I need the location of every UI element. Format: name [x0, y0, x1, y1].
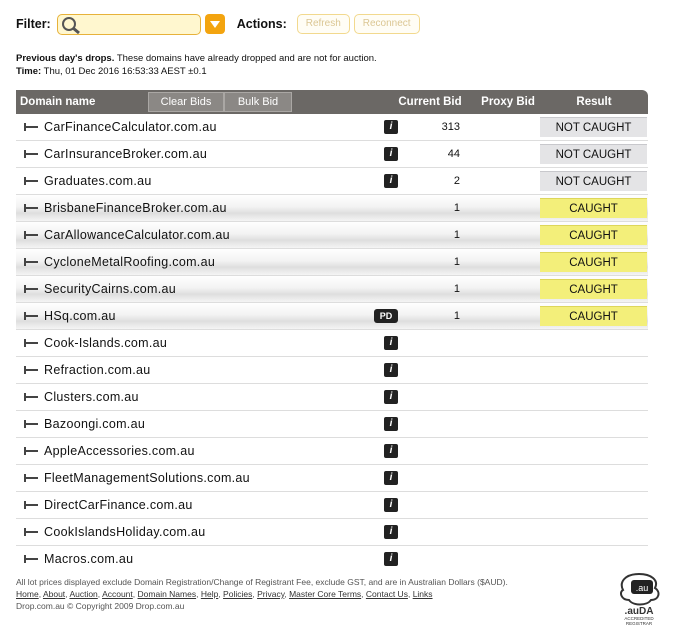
- info-icon[interactable]: i: [384, 552, 398, 566]
- result-badge: NOT CAUGHT: [540, 144, 647, 164]
- refresh-button[interactable]: Refresh: [297, 14, 350, 34]
- domain-name[interactable]: AppleAccessories.com.au: [44, 444, 195, 458]
- filter-dropdown-button[interactable]: [205, 14, 225, 34]
- domain-name[interactable]: Bazoongi.com.au: [44, 417, 146, 431]
- footer-link[interactable]: Auction: [69, 589, 98, 599]
- domain-name[interactable]: Clusters.com.au: [44, 390, 139, 404]
- info-icon[interactable]: i: [384, 417, 398, 431]
- footer-link[interactable]: Help: [200, 589, 219, 599]
- footer: [16, 576, 606, 612]
- domain-name[interactable]: CycloneMetalRoofing.com.au: [44, 255, 216, 269]
- info-icon[interactable]: i: [384, 363, 398, 377]
- footer-links: Home, About, Auction, Account, Domain Names, Help, Policies, Privacy, Master Core Terms, Contact Us, Links: [16, 589, 433, 599]
- table-row[interactable]: [16, 141, 648, 168]
- table-row[interactable]: [16, 411, 648, 438]
- footer-link[interactable]: About: [42, 589, 66, 599]
- result-badge: CAUGHT: [540, 198, 647, 218]
- table-row[interactable]: [16, 519, 648, 546]
- time-value: Thu, 01 Dec 2016 16:53:33 AEST ±0.1: [41, 66, 207, 77]
- bulk-bid-button[interactable]: Bulk Bid: [224, 92, 292, 112]
- current-bid: 2: [453, 175, 460, 187]
- table-row[interactable]: [16, 465, 648, 492]
- result-badge: NOT CAUGHT: [540, 171, 647, 191]
- table-body: [16, 114, 648, 568]
- table-row[interactable]: [16, 303, 648, 330]
- domain-name[interactable]: CookIslandsHoliday.com.au: [44, 525, 206, 539]
- col-result: Result: [576, 96, 612, 108]
- footer-disclaimer: All lot prices displayed exclude Domain Registration/Change of Registrant Fee, exclude GST, and are in Australian Dollars ($AUD).: [16, 577, 508, 587]
- table-row[interactable]: [16, 330, 648, 357]
- current-bid: 1: [453, 202, 460, 214]
- drops-info: [16, 52, 377, 78]
- col-domain-name: Domain name: [20, 96, 96, 108]
- domain-name[interactable]: SecurityCairns.com.au: [44, 282, 177, 296]
- toolbar: [16, 12, 665, 36]
- table-row[interactable]: [16, 438, 648, 465]
- info-icon[interactable]: i: [384, 444, 398, 458]
- drag-handle-icon[interactable]: [24, 177, 38, 185]
- info-heading: Previous day's drops.: [16, 53, 115, 64]
- domain-name[interactable]: HSq.com.au: [44, 309, 116, 323]
- domain-name[interactable]: FleetManagementSolutions.com.au: [44, 471, 250, 485]
- drag-handle-icon[interactable]: [24, 204, 38, 212]
- table-row[interactable]: [16, 276, 648, 303]
- drag-handle-icon[interactable]: [24, 366, 38, 374]
- col-proxy-bid: Proxy Bid: [481, 96, 535, 108]
- footer-link[interactable]: Account: [102, 589, 133, 599]
- footer-copyright: Drop.com.au © Copyright 2009 Drop.com.au: [16, 601, 185, 611]
- footer-link[interactable]: Master Core Terms: [289, 589, 362, 599]
- current-bid: 44: [447, 148, 460, 160]
- current-bid: 1: [453, 256, 460, 268]
- footer-link[interactable]: Links: [412, 589, 433, 599]
- domain-name[interactable]: Cook-Islands.com.au: [44, 336, 168, 350]
- current-bid: 1: [453, 229, 460, 241]
- current-bid: 1: [453, 283, 460, 295]
- drag-handle-icon[interactable]: [24, 501, 38, 509]
- info-icon[interactable]: i: [384, 336, 398, 350]
- info-text: These domains have already dropped and are not for auction.: [114, 53, 377, 64]
- domain-name[interactable]: Macros.com.au: [44, 552, 134, 566]
- filter-label: Filter:: [16, 17, 51, 31]
- time-label: Time:: [16, 66, 42, 77]
- domain-name[interactable]: Graduates.com.au: [44, 174, 152, 188]
- result-badge: NOT CAUGHT: [540, 117, 647, 137]
- footer-link[interactable]: Contact Us: [365, 589, 408, 599]
- drag-handle-icon[interactable]: [24, 285, 38, 293]
- drag-handle-icon[interactable]: [24, 258, 38, 266]
- drag-handle-icon[interactable]: [24, 339, 38, 347]
- info-icon[interactable]: i: [384, 147, 398, 161]
- table-row[interactable]: [16, 546, 648, 568]
- footer-link[interactable]: Domain Names: [137, 589, 197, 599]
- table-row[interactable]: [16, 222, 648, 249]
- table-row[interactable]: [16, 114, 648, 141]
- table-header: [16, 90, 648, 114]
- drag-handle-icon[interactable]: [24, 231, 38, 239]
- logo-line1: ACCREDITED: [624, 616, 654, 621]
- logo-brand: .auDA: [624, 606, 654, 617]
- domain-name[interactable]: DirectCarFinance.com.au: [44, 498, 193, 512]
- table-row[interactable]: [16, 492, 648, 519]
- reconnect-button[interactable]: Reconnect: [354, 14, 420, 34]
- drag-handle-icon[interactable]: [24, 123, 38, 131]
- auda-logo: [613, 570, 665, 626]
- col-current-bid: Current Bid: [398, 96, 462, 108]
- drag-handle-icon[interactable]: [24, 447, 38, 455]
- info-icon[interactable]: i: [384, 174, 398, 188]
- drag-handle-icon[interactable]: [24, 474, 38, 482]
- drag-handle-icon[interactable]: [24, 420, 38, 428]
- table-row[interactable]: [16, 357, 648, 384]
- clear-bids-button[interactable]: Clear Bids: [148, 92, 224, 112]
- result-badge: CAUGHT: [540, 225, 647, 245]
- info-icon[interactable]: i: [384, 498, 398, 512]
- actions-label: Actions:: [236, 17, 287, 31]
- footer-link[interactable]: Privacy: [257, 589, 285, 599]
- current-bid: 1: [453, 310, 460, 322]
- info-icon[interactable]: i: [384, 471, 398, 485]
- search-icon: [60, 16, 82, 34]
- domains-table: [16, 90, 648, 568]
- info-icon[interactable]: i: [384, 390, 398, 404]
- drag-handle-icon[interactable]: [24, 312, 38, 320]
- table-row[interactable]: [16, 384, 648, 411]
- filter-input[interactable]: [57, 14, 201, 35]
- domain-name[interactable]: CarFinanceCalculator.com.au: [44, 120, 217, 134]
- domain-name[interactable]: CarInsuranceBroker.com.au: [44, 147, 208, 161]
- pd-badge-icon[interactable]: PD: [374, 309, 398, 323]
- domain-name[interactable]: CarAllowanceCalculator.com.au: [44, 228, 230, 242]
- drag-handle-icon[interactable]: [24, 393, 38, 401]
- logo-line2: REGISTRAR: [625, 621, 653, 626]
- result-badge: CAUGHT: [540, 279, 647, 299]
- footer-link[interactable]: Policies: [223, 589, 253, 599]
- info-icon[interactable]: i: [384, 120, 398, 134]
- domain-name[interactable]: BrisbaneFinanceBroker.com.au: [44, 201, 227, 215]
- footer-link[interactable]: Home: [16, 589, 39, 599]
- drag-handle-icon[interactable]: [24, 555, 38, 563]
- drag-handle-icon[interactable]: [24, 528, 38, 536]
- table-row[interactable]: [16, 195, 648, 222]
- domain-name[interactable]: Refraction.com.au: [44, 363, 151, 377]
- drag-handle-icon[interactable]: [24, 150, 38, 158]
- info-icon[interactable]: i: [384, 525, 398, 539]
- logo-au-text: .au: [635, 583, 649, 593]
- result-badge: CAUGHT: [540, 306, 647, 326]
- current-bid: 313: [441, 121, 460, 133]
- table-row[interactable]: [16, 249, 648, 276]
- table-row[interactable]: [16, 168, 648, 195]
- result-badge: CAUGHT: [540, 252, 647, 272]
